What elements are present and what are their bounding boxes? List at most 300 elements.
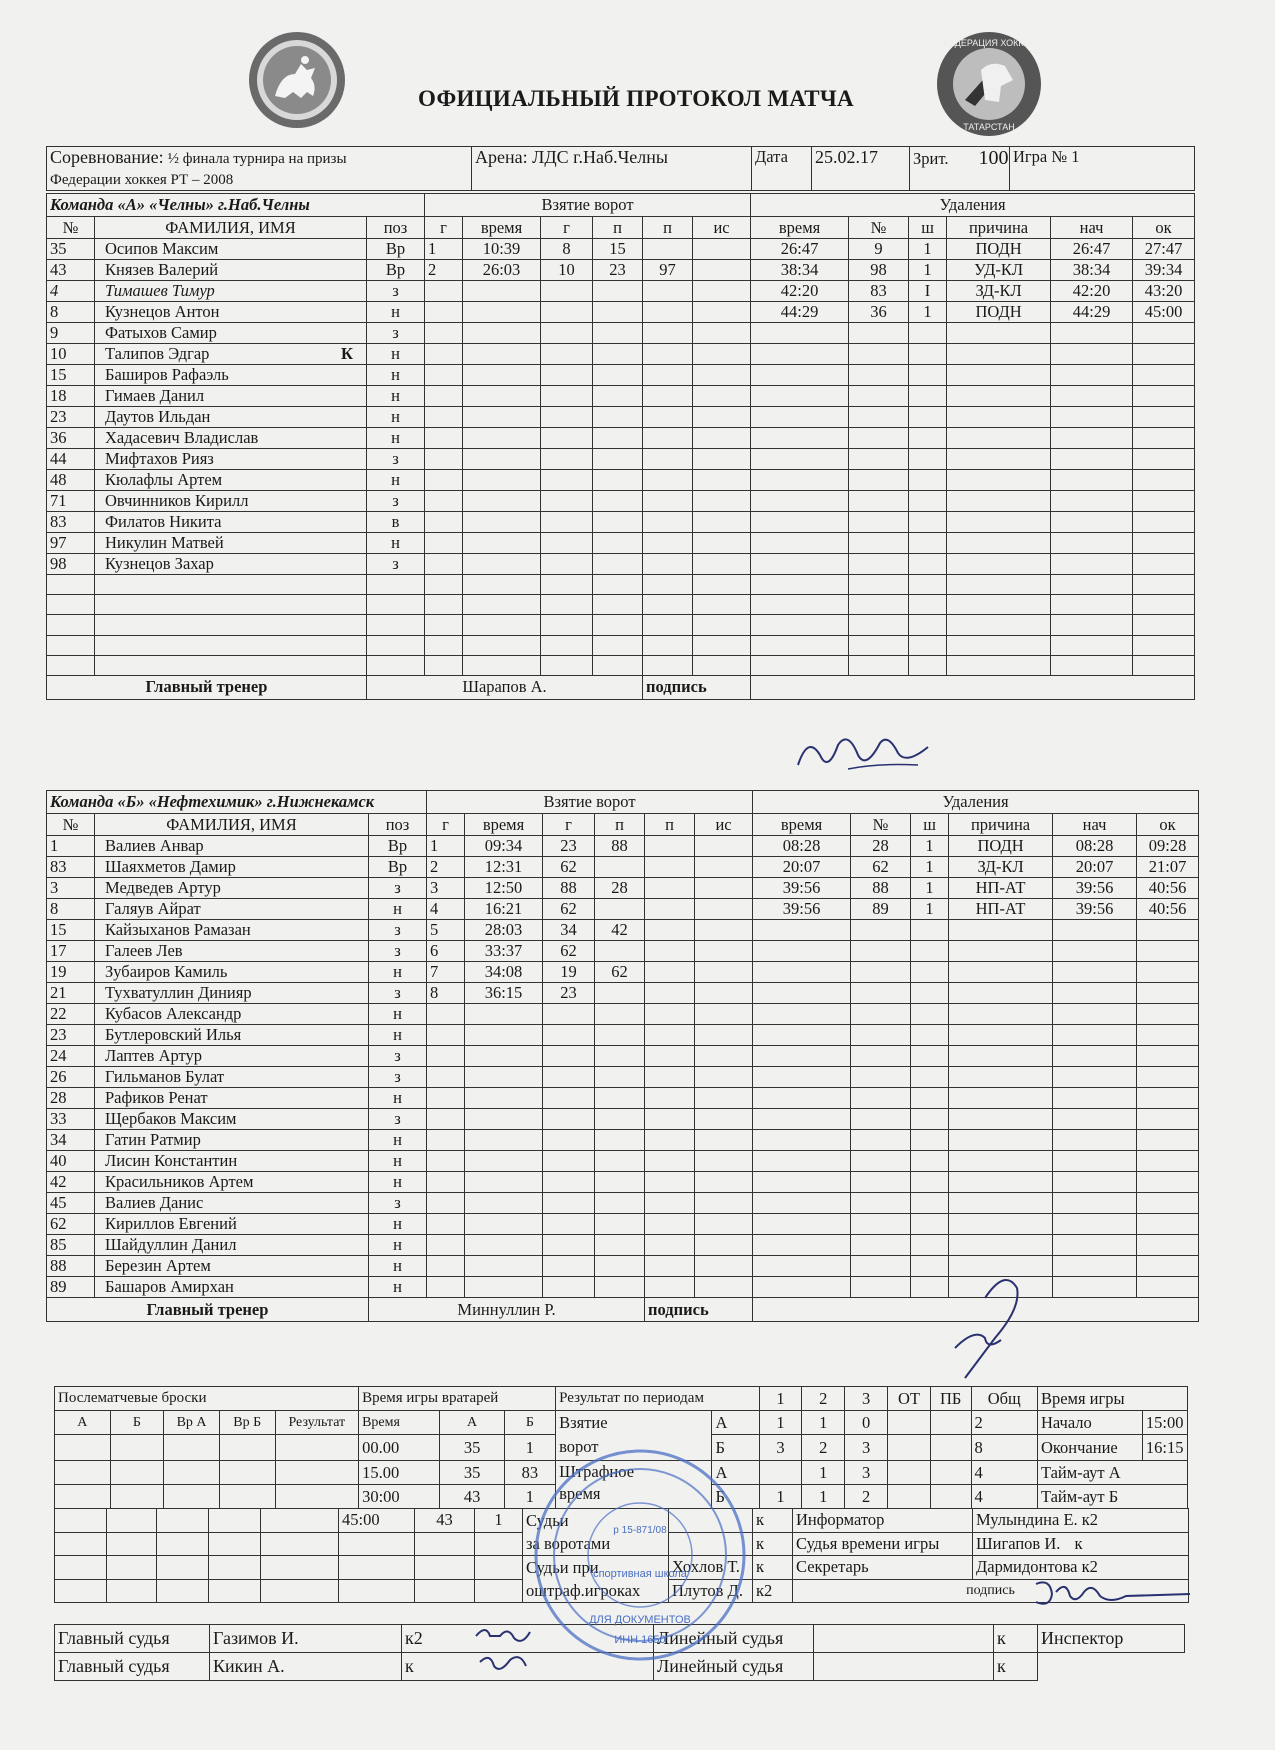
player-number: 44 (47, 449, 95, 470)
player-position (367, 595, 425, 615)
penalty-reason: УД-КЛ (947, 260, 1051, 281)
period-total: Общ (971, 1387, 1037, 1411)
pim-b-p1: 1 (759, 1485, 802, 1509)
goal-time (463, 655, 541, 675)
goalie-b-3: 1 (504, 1485, 555, 1509)
pim-a-so (930, 1461, 971, 1485)
penalty-start (1053, 941, 1137, 962)
goal-scorer (541, 575, 593, 595)
player-row (47, 615, 1195, 635)
player-position: н (369, 899, 427, 920)
player-position: н (369, 1025, 427, 1046)
pim-a-p1 (759, 1461, 802, 1485)
penalty-reason: НП-АТ (949, 899, 1053, 920)
goal-assist-2 (643, 635, 693, 655)
goal-situation (695, 1004, 753, 1025)
goal-situation (693, 533, 751, 554)
goal-time: 10:39 (463, 239, 541, 260)
penalty-end (1133, 575, 1195, 595)
penalty-player: 9 (849, 239, 909, 260)
player-row (47, 1088, 1199, 1109)
player-name: Гимаев Данил (95, 386, 367, 407)
col-num: № (47, 217, 95, 239)
player-number: 15 (47, 365, 95, 386)
goal-time (463, 386, 541, 407)
goal-number (427, 1088, 465, 1109)
goal-time (465, 1235, 543, 1256)
goal-number (425, 595, 463, 615)
penalty-minutes (911, 1172, 949, 1193)
penalty-player (851, 1109, 911, 1130)
player-number: 34 (47, 1130, 95, 1151)
competition-label: Соревнование: (50, 147, 164, 167)
penalty-player: 89 (851, 899, 911, 920)
penalty-time (751, 512, 849, 533)
player-number: 89 (47, 1277, 95, 1298)
penalty-end (1133, 407, 1195, 428)
goalie-time-2: 15.00 (359, 1461, 440, 1485)
goalie-a-3: 43 (440, 1485, 504, 1509)
player-name: Щербаков Максим (95, 1109, 369, 1130)
penalty-minutes (911, 1109, 949, 1130)
penalty-minutes (911, 983, 949, 1004)
penalty-player (851, 1193, 911, 1214)
penalty-judge-1: Хохлов Т. (669, 1556, 753, 1580)
penalty-minutes (909, 575, 947, 595)
penalty-start (1051, 655, 1133, 675)
pim-b-p3: 2 (845, 1485, 888, 1509)
player-number: 9 (47, 323, 95, 344)
goal-time: 16:21 (465, 899, 543, 920)
goal-assist-2 (643, 449, 693, 470)
player-number: 85 (47, 1235, 95, 1256)
goal-assist-2 (643, 655, 693, 675)
player-position: н (369, 1151, 427, 1172)
column-headers (47, 217, 1195, 239)
goal-situation (693, 386, 751, 407)
penalty-minutes (911, 941, 949, 962)
goal-number (425, 323, 463, 344)
penalty-time (753, 1046, 851, 1067)
col-scorer: г (543, 814, 595, 836)
pim-a-p2: 1 (802, 1461, 845, 1485)
match-header-table (46, 146, 1195, 191)
player-name: Кайзыханов Рамазан (95, 920, 369, 941)
team-a-title: Команда «А» «Челны» г.Наб.Челны (47, 194, 425, 217)
penalty-time (751, 491, 849, 512)
penalty-judge-2-cat: к2 (753, 1579, 793, 1603)
penalty-minutes (909, 554, 947, 575)
col-g: г (427, 814, 465, 836)
player-name: Фатыхов Самир (95, 323, 367, 344)
goal-number (425, 470, 463, 491)
penalty-reason (949, 1088, 1053, 1109)
svg-text:ТАТАРСТАН: ТАТАРСТАН (963, 122, 1015, 132)
player-position: з (367, 323, 425, 344)
player-position: н (367, 407, 425, 428)
player-number: 17 (47, 941, 95, 962)
goal-assist-1 (595, 1004, 645, 1025)
goal-scorer (543, 1088, 595, 1109)
goal-number: 2 (425, 260, 463, 281)
goals-row-label: Взятие (559, 1413, 608, 1432)
goal-assist-1 (595, 1277, 645, 1298)
player-number: 8 (47, 899, 95, 920)
column-headers (47, 814, 1199, 836)
player-number: 22 (47, 1004, 95, 1025)
goal-number (427, 1025, 465, 1046)
penalty-reason (947, 615, 1051, 635)
penalty-minutes: 1 (911, 857, 949, 878)
penalty-minutes (911, 1193, 949, 1214)
player-row (47, 1214, 1199, 1235)
penalty-reason (949, 1025, 1053, 1046)
penalty-reason (947, 449, 1051, 470)
penalty-time (753, 941, 851, 962)
goal-assist-1: 23 (593, 260, 643, 281)
goal-assist-2 (645, 1067, 695, 1088)
goalie-a-4: 43 (415, 1509, 475, 1533)
player-position: н (367, 470, 425, 491)
penalty-start (1053, 1109, 1137, 1130)
player-number: 45 (47, 1193, 95, 1214)
goal-number (427, 1130, 465, 1151)
player-number: 23 (47, 407, 95, 428)
penalty-player (849, 449, 909, 470)
goal-number (427, 1109, 465, 1130)
player-row (47, 449, 1195, 470)
player-row (47, 365, 1195, 386)
col-pen-end: ок (1137, 814, 1199, 836)
player-number: 48 (47, 470, 95, 491)
goals-header: Взятие ворот (427, 791, 753, 814)
goal-scorer: 19 (543, 962, 595, 983)
goal-scorer (541, 655, 593, 675)
penalty-end (1137, 1109, 1199, 1130)
penalty-player (849, 655, 909, 675)
player-row (47, 836, 1199, 857)
penalty-start (1053, 1277, 1137, 1298)
head-coach-label: Главный тренер (47, 1298, 369, 1322)
player-position: н (367, 365, 425, 386)
linesman-2-cat: к (994, 1653, 1038, 1681)
informer-cat: к2 (1081, 1510, 1099, 1530)
goal-time: 33:37 (465, 941, 543, 962)
goalie-b-1: 1 (504, 1435, 555, 1461)
goal-assist-1 (593, 615, 643, 635)
penalties-header: Удаления (751, 194, 1195, 217)
goalie-b-2: 83 (504, 1461, 555, 1485)
penalty-minutes (911, 962, 949, 983)
start-value: 15:00 (1142, 1411, 1187, 1435)
player-number: 83 (47, 512, 95, 533)
penalty-judges-label: Судьи при (526, 1558, 599, 1577)
player-number: 71 (47, 491, 95, 512)
svg-text:ФЕДЕРАЦИЯ ХОККЕЯ: ФЕДЕРАЦИЯ ХОККЕЯ (941, 38, 1037, 48)
goal-assist-1 (593, 533, 643, 554)
competition-value: ½ финала турнира на призы (167, 151, 347, 167)
goal-judges-label: Судьи (526, 1511, 569, 1530)
goal-number (425, 407, 463, 428)
col-situation: ис (695, 814, 753, 836)
player-position: Вр (367, 260, 425, 281)
penalty-time (753, 1067, 851, 1088)
player-position: н (369, 962, 427, 983)
goal-assist-2 (643, 533, 693, 554)
stamp-inn: ИНН 1650 (614, 1634, 666, 1646)
player-position: з (369, 1067, 427, 1088)
linesman-label: Линейный судья (654, 1653, 814, 1681)
penalty-reason: ЗД-КЛ (947, 281, 1051, 302)
penalty-reason (949, 1109, 1053, 1130)
goal-situation (693, 407, 751, 428)
stamp-reg: р 15-871/08 (613, 1525, 667, 1536)
goal-scorer (543, 1172, 595, 1193)
penalty-reason (947, 533, 1051, 554)
goal-time (465, 1151, 543, 1172)
player-name: Шайдуллин Данил (95, 1235, 369, 1256)
officials-signature-label: подпись (793, 1579, 1189, 1603)
penalty-time (753, 983, 851, 1004)
penalty-start (1053, 920, 1137, 941)
player-number: 88 (47, 1256, 95, 1277)
goal-assist-2 (645, 1277, 695, 1298)
penalty-reason (949, 1151, 1053, 1172)
goal-time (463, 575, 541, 595)
col-num: № (47, 814, 95, 836)
goal-scorer (541, 635, 593, 655)
goal-time (463, 533, 541, 554)
goal-assist-2 (645, 1025, 695, 1046)
goal-assist-1 (593, 449, 643, 470)
goal-scorer (543, 1025, 595, 1046)
player-name (95, 344, 367, 365)
penalty-time: 38:34 (751, 260, 849, 281)
penalties-header: Удаления (753, 791, 1199, 814)
penalty-minutes (909, 595, 947, 615)
goal-assist-2 (643, 281, 693, 302)
player-row (47, 878, 1199, 899)
goalie-time-1: 00.00 (359, 1435, 440, 1461)
player-position: з (367, 449, 425, 470)
goal-scorer (541, 470, 593, 491)
penalty-minutes (909, 512, 947, 533)
pim-b-so (930, 1485, 971, 1509)
goal-assist-1 (595, 1214, 645, 1235)
date-value: 25.02.17 (812, 147, 910, 191)
goal-number (425, 491, 463, 512)
player-row (47, 635, 1195, 655)
penalty-player (849, 428, 909, 449)
player-number (47, 655, 95, 675)
goal-judge-1-cat: к (753, 1509, 793, 1533)
period-1: 1 (759, 1387, 802, 1411)
goal-scorer (541, 302, 593, 323)
goal-time (463, 491, 541, 512)
goalie-time-label: Время игры вратарей (359, 1387, 556, 1411)
penalty-reason (947, 635, 1051, 655)
goal-time (463, 365, 541, 386)
penalty-player (849, 635, 909, 655)
goals-a-ot (888, 1411, 931, 1435)
col-assist-1: п (593, 217, 643, 239)
penalty-player (849, 533, 909, 554)
goal-time (463, 615, 541, 635)
pim-a-p3: 3 (845, 1461, 888, 1485)
col-time: время (463, 217, 541, 239)
goal-assist-1 (595, 1067, 645, 1088)
penalty-end (1137, 1235, 1199, 1256)
goals-b-p3: 3 (845, 1435, 888, 1461)
penalty-player (849, 512, 909, 533)
goal-situation (695, 1067, 753, 1088)
penalty-player (851, 1067, 911, 1088)
penalty-end (1137, 1277, 1199, 1298)
penalty-minutes: 1 (909, 239, 947, 260)
penalty-start (1051, 575, 1133, 595)
player-row (47, 386, 1195, 407)
player-number: 40 (47, 1151, 95, 1172)
goal-number (427, 1067, 465, 1088)
penalty-start (1053, 962, 1137, 983)
goalie-col-a: А (440, 1411, 504, 1435)
goal-assist-2 (645, 1214, 695, 1235)
goal-number (425, 302, 463, 323)
penalty-reason: ПОДН (949, 836, 1053, 857)
row-team-b: Б (712, 1435, 759, 1461)
competition-value-2: Федерации хоккея РТ – 2008 (50, 172, 234, 188)
player-position: в (367, 512, 425, 533)
goal-situation (695, 941, 753, 962)
goal-situation (695, 1151, 753, 1172)
goal-assist-2 (645, 1256, 695, 1277)
player-number: 35 (47, 239, 95, 260)
goal-assist-2 (643, 239, 693, 260)
player-position: н (369, 1004, 427, 1025)
goal-assist-1 (595, 1025, 645, 1046)
goal-number (425, 449, 463, 470)
penalty-start (1051, 365, 1133, 386)
goal-situation (695, 1256, 753, 1277)
penalty-minutes (911, 1214, 949, 1235)
penalty-minutes (909, 365, 947, 386)
player-number: 15 (47, 920, 95, 941)
goal-situation (693, 323, 751, 344)
penalty-player: 62 (851, 857, 911, 878)
penalty-end (1133, 491, 1195, 512)
penalty-start (1051, 512, 1133, 533)
player-name: Бутлеровский Илья (95, 1025, 369, 1046)
goal-situation (695, 983, 753, 1004)
player-row (47, 1172, 1199, 1193)
penalty-player (851, 983, 911, 1004)
player-row (47, 1109, 1199, 1130)
goal-number (427, 1046, 465, 1067)
goal-situation (695, 1277, 753, 1298)
col-situation: ис (693, 217, 751, 239)
penalty-reason: ПОДН (947, 302, 1051, 323)
penalty-minutes (911, 1046, 949, 1067)
penalty-reason (947, 386, 1051, 407)
shootout-col-ga: Вр А (164, 1411, 220, 1435)
player-name: Кузнецов Антон (95, 302, 367, 323)
col-assist-1: п (595, 814, 645, 836)
penalty-start (1051, 407, 1133, 428)
goal-number (425, 575, 463, 595)
penalty-minutes (911, 1025, 949, 1046)
penalty-player (851, 1277, 911, 1298)
penalty-start (1051, 635, 1133, 655)
goal-situation (693, 260, 751, 281)
end-value: 16:15 (1142, 1435, 1187, 1461)
penalty-time (751, 386, 849, 407)
goal-assist-2: 97 (643, 260, 693, 281)
team-b-title: Команда «Б» «Нефтехимик» г.Нижнекамск (47, 791, 427, 814)
player-position: н (369, 1088, 427, 1109)
player-name: Валиев Анвар (95, 836, 369, 857)
secretary-label: Секретарь (793, 1556, 973, 1580)
penalty-start: 38:34 (1051, 260, 1133, 281)
penalty-end (1137, 1130, 1199, 1151)
goals-a-so (930, 1411, 971, 1435)
goal-situation (695, 899, 753, 920)
penalty-time (753, 1193, 851, 1214)
player-name: Галяув Айрат (95, 899, 369, 920)
informer-label: Информатор (793, 1509, 973, 1533)
goalie-col-b: Б (504, 1411, 555, 1435)
goals-b-p1: 3 (759, 1435, 802, 1461)
penalty-start (1051, 344, 1133, 365)
head-coach-name: Миннуллин Р. (369, 1298, 645, 1322)
goal-number (425, 635, 463, 655)
timekeeper-name: Шигапов И. (976, 1533, 1061, 1553)
penalty-start (1051, 449, 1133, 470)
penalty-player (851, 1130, 911, 1151)
penalty-end: 09:28 (1137, 836, 1199, 857)
goal-assist-1: 28 (595, 878, 645, 899)
col-pen-num: № (849, 217, 909, 239)
player-row (47, 1235, 1199, 1256)
goal-time: 36:15 (465, 983, 543, 1004)
main-referee-label: Главный судья (55, 1625, 210, 1653)
goal-scorer (541, 449, 593, 470)
penalty-start (1051, 615, 1133, 635)
player-number: 43 (47, 260, 95, 281)
penalty-reason (949, 1172, 1053, 1193)
penalty-reason (949, 1004, 1053, 1025)
goal-number: 1 (425, 239, 463, 260)
penalty-end: 39:34 (1133, 260, 1195, 281)
penalty-minutes (911, 1067, 949, 1088)
date-label: Дата (752, 147, 812, 191)
goal-assist-2 (645, 983, 695, 1004)
col-pen-time: время (751, 217, 849, 239)
goal-assist-2 (645, 1172, 695, 1193)
penalty-player: 36 (849, 302, 909, 323)
player-position (367, 655, 425, 675)
goal-situation (693, 239, 751, 260)
penalty-time (753, 1172, 851, 1193)
player-row (47, 1067, 1199, 1088)
periods-label: Результат по периодам (556, 1387, 759, 1411)
pim-b-total: 4 (971, 1485, 1037, 1509)
penalty-minutes (909, 449, 947, 470)
penalty-start (1053, 1025, 1137, 1046)
goal-situation (695, 857, 753, 878)
penalty-reason (947, 407, 1051, 428)
penalty-end (1133, 512, 1195, 533)
penalty-end (1137, 1025, 1199, 1046)
